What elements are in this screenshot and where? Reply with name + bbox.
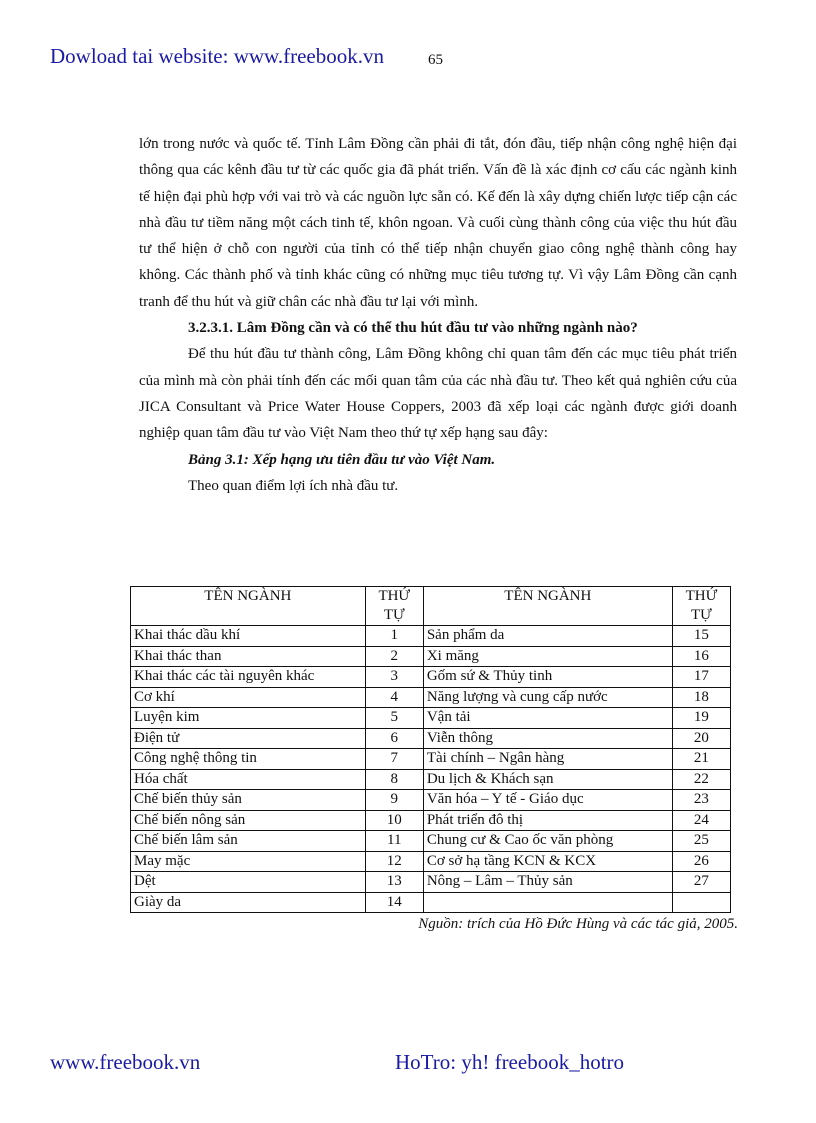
table-row	[131, 872, 731, 893]
cell-industry-left: Công nghệ thông tin	[131, 749, 366, 770]
cell-rank-left: 2	[365, 646, 423, 667]
table-row	[131, 810, 731, 831]
cell-industry-right: Văn hóa – Y tế - Giáo dục	[423, 790, 672, 811]
cell-industry-right: Phát triển đô thị	[423, 810, 672, 831]
cell-industry-right: Sản phẩm da	[423, 626, 672, 647]
header-order-left-line2: TỰ	[383, 607, 405, 623]
cell-rank-right: 24	[672, 810, 730, 831]
cell-industry-right: Nông – Lâm – Thủy sản	[423, 872, 672, 893]
cell-rank-left: 4	[365, 687, 423, 708]
cell-industry-left: Cơ khí	[131, 687, 366, 708]
cell-rank-right: 21	[672, 749, 730, 770]
cell-rank-left: 6	[365, 728, 423, 749]
document-body	[139, 131, 737, 499]
footer-support-contact[interactable]: HoTro: yh! freebook_hotro	[395, 1050, 625, 1074]
table-body	[131, 626, 731, 913]
cell-industry-right: Viễn thông	[423, 728, 672, 749]
cell-rank-left: 3	[365, 667, 423, 688]
cell-industry-right: Cơ sở hạ tầng KCN & KCX	[423, 851, 672, 872]
cell-rank-right: 26	[672, 851, 730, 872]
cell-industry-right: Năng lượng và cung cấp nước	[423, 687, 672, 708]
table-caption: Bảng 3.1: Xếp hạng ưu tiên đầu tư vào Việt Nam.	[188, 451, 496, 468]
table-row	[131, 769, 731, 790]
paragraph-2: Để thu hút đầu tư thành công, Lâm Đồng không chỉ quan tâm đến các mục tiêu phát triển của mình mà còn phải tính đến các mối quan tâm của các nhà đầu tư. Theo kết quả nghiên cứu của JICA Consultant và Price Water House Coppers, 2003 đã xếp loại các ngành được giới doanh nghiệp quan tâm đầu tư vào Việt Nam theo thứ tự xếp hạng sau đây:	[139, 346, 737, 442]
table-row	[131, 892, 731, 913]
cell-industry-left: Giày da	[131, 892, 366, 913]
cell-rank-left: 5	[365, 708, 423, 729]
cell-rank-right: 25	[672, 831, 730, 852]
header-order-right	[672, 587, 730, 626]
cell-industry-left: Chế biến thủy sản	[131, 790, 366, 811]
cell-industry-left: Luyện kim	[131, 708, 366, 729]
header-order-left-line1: THỨ	[378, 588, 411, 604]
cell-industry-right: Chung cư & Cao ốc văn phòng	[423, 831, 672, 852]
cell-industry-left: Hóa chất	[131, 769, 366, 790]
cell-industry-left: Chế biến lâm sản	[131, 831, 366, 852]
cell-rank-right: 23	[672, 790, 730, 811]
cell-industry-left: Khai thác các tài nguyên khác	[131, 667, 366, 688]
cell-rank-right: 15	[672, 626, 730, 647]
cell-rank-right: 19	[672, 708, 730, 729]
table-row	[131, 626, 731, 647]
cell-rank-left: 1	[365, 626, 423, 647]
table-row	[131, 667, 731, 688]
cell-industry-right: Gốm sứ & Thủy tinh	[423, 667, 672, 688]
cell-industry-left: Dệt	[131, 872, 366, 893]
table-row	[131, 831, 731, 852]
cell-rank-left: 9	[365, 790, 423, 811]
cell-rank-right: 22	[672, 769, 730, 790]
cell-industry-left: Điện tử	[131, 728, 366, 749]
cell-rank-left: 8	[365, 769, 423, 790]
cell-rank-right: 16	[672, 646, 730, 667]
cell-rank-left: 13	[365, 872, 423, 893]
table-header-row	[131, 587, 731, 626]
table-source-note: Nguồn: trích của Hồ Đức Hùng và các tác giả, 2005.	[418, 916, 738, 932]
section-heading: 3.2.3.1. Lâm Đồng cần và có thể thu hút đầu tư vào những ngành nào?	[188, 320, 638, 337]
cell-rank-left: 14	[365, 892, 423, 913]
cell-industry-right: Vận tải	[423, 708, 672, 729]
cell-rank-left: 10	[365, 810, 423, 831]
table-row	[131, 687, 731, 708]
header-order-right-line2: TỰ	[691, 607, 712, 623]
cell-rank-right	[672, 892, 730, 913]
table-row	[131, 728, 731, 749]
cell-industry-left: Khai thác than	[131, 646, 366, 667]
footer-website-link[interactable]: www.freebook.vn	[50, 1050, 201, 1074]
cell-industry-left: Khai thác dầu khí	[131, 626, 366, 647]
cell-rank-right: 18	[672, 687, 730, 708]
table-row	[131, 708, 731, 729]
cell-industry-left: Chế biến nông sản	[131, 810, 366, 831]
cell-industry-right: Du lịch & Khách sạn	[423, 769, 672, 790]
cell-rank-right: 27	[672, 872, 730, 893]
header-order-right-line1: THỨ	[685, 588, 718, 604]
header-name-right: TÊN NGÀNH	[423, 587, 672, 626]
cell-rank-left: 11	[365, 831, 423, 852]
cell-rank-left: 12	[365, 851, 423, 872]
cell-industry-left: May mặc	[131, 851, 366, 872]
cell-rank-right: 20	[672, 728, 730, 749]
cell-industry-right: Tài chính – Ngân hàng	[423, 749, 672, 770]
header-name-left: TÊN NGÀNH	[131, 587, 366, 626]
ranking-table	[130, 586, 731, 913]
table-row	[131, 646, 731, 667]
cell-rank-right: 17	[672, 667, 730, 688]
paragraph-1: lớn trong nước và quốc tế. Tỉnh Lâm Đồng cần phải đi tắt, đón đầu, tiếp nhận công nghệ hiện đại thông qua các kênh đầu tư từ các quốc gia đã phát triển. Vấn đề là xác định cơ cấu các ngành kinh tế hiện đại phù hợp với vai trò và các nguồn lực sẵn có. Kế đến là xây dựng chiến lược tiếp cận các nhà đầu tư tiềm năng một cách tinh tế, khôn ngoan. Và cuối cùng thành công của việc thu hút đầu tư thể hiện ở chỗ con người của tỉnh có thể tiếp nhận chuyển giao công nghệ thành công hay không. Các thành phố và tỉnh khác cũng có những mục tiêu tương tự. Vì vậy Lâm Đồng cần cạnh tranh để thu hút và giữ chân các nhà đầu tư lại với mình.	[139, 136, 737, 310]
cell-rank-left: 7	[365, 749, 423, 770]
table-row	[131, 790, 731, 811]
cell-industry-right: Xi măng	[423, 646, 672, 667]
header-order-left	[365, 587, 423, 626]
table-row	[131, 851, 731, 872]
cell-industry-right	[423, 892, 672, 913]
table-row	[131, 749, 731, 770]
table-subcaption: Theo quan điểm lợi ích nhà đầu tư.	[188, 477, 399, 494]
page-number: 65	[428, 52, 443, 68]
header-website-link[interactable]: Dowload tai website: www.freebook.vn	[50, 44, 384, 68]
